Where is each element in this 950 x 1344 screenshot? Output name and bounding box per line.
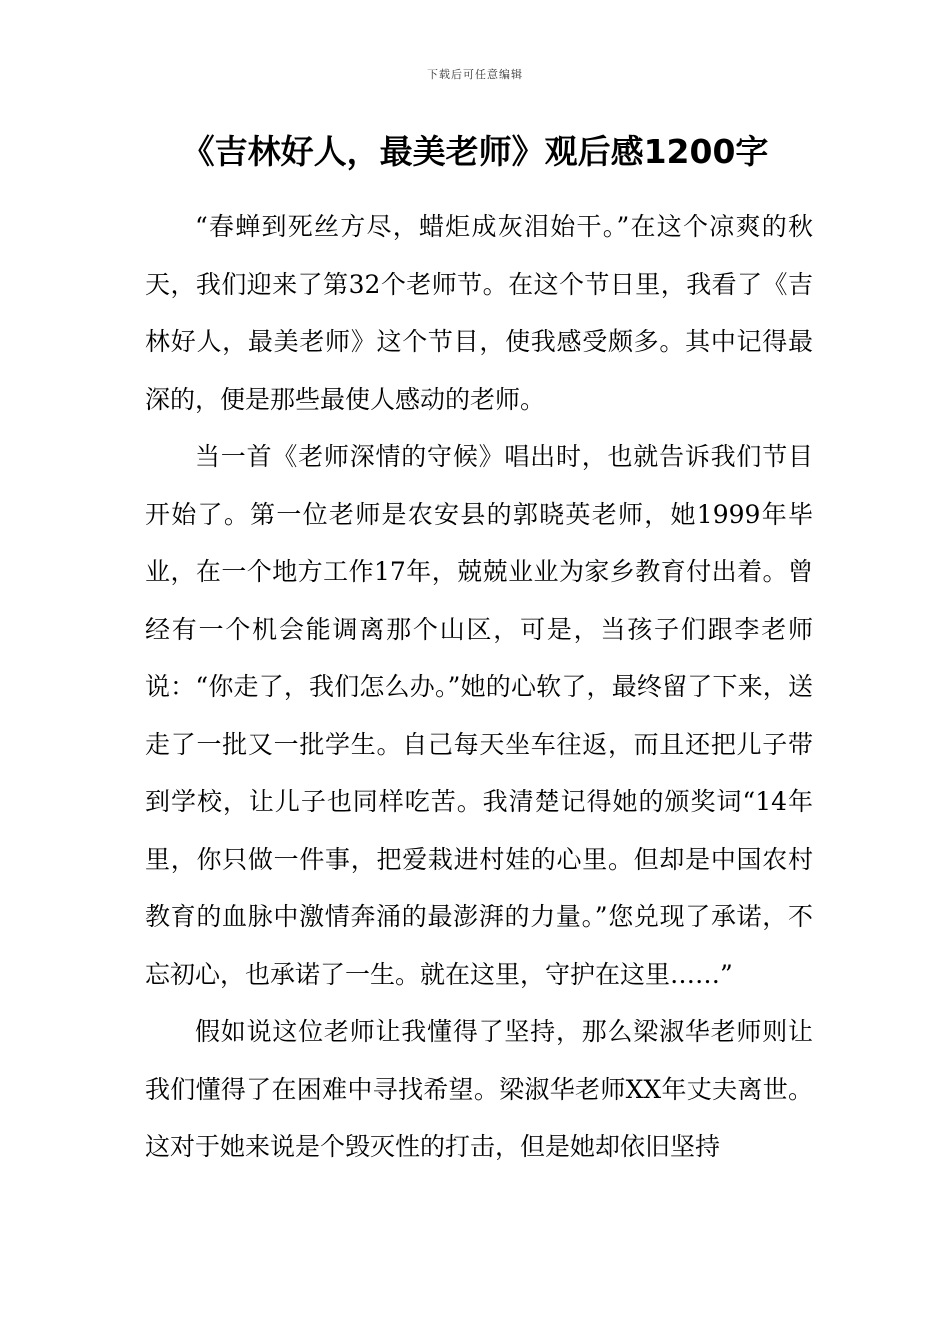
paragraph-1: “春蝉到死丝方尽，蜡炬成灰泪始干。”在这个凉爽的秋天，我们迎来了第32个老师节。在这个节日里，我看了《吉林好人，最美老师》这个节目，使我感受颇多。其中记得最深的，便是那些最使人感动的老师。	[145, 212, 813, 414]
document-body	[145, 198, 813, 1176]
paragraph-2: 当一首《老师深情的守候》唱出时，也就告诉我们节目开始了。第一位老师是农安县的郭晓英老师，她1999年毕业，在一个地方工作17年，兢兢业业为家乡教育付出着。曾经有一个机会能调离那个山区，可是，当孩子们跟李老师说：“你走了，我们怎么办。”她的心软了，最终留了下来，送走了一批又一批学生。自己每天坐车往返，而且还把儿子带到学校，让儿子也同样吃苦。我清楚记得她的颁奖词“14年里，你只做一件事，把爱栽进村娃的心里。但却是中国农村教育的血脉中激情奔涌的最澎湃的力量。”您兑现了承诺，不忘初心，也承诺了一生。就在这里，守护在这里……”	[145, 442, 813, 989]
document-title: 《吉林好人，最美老师》观后感1200字	[181, 132, 769, 171]
paragraph-3: 假如说这位老师让我懂得了坚持，那么梁淑华老师则让我们懂得了在困难中寻找希望。梁淑华老师XX年丈夫离世。这对于她来说是个毁灭性的打击，但是她却依旧坚持	[145, 1017, 813, 1161]
header-note: 下载后可任意编辑	[427, 68, 523, 81]
